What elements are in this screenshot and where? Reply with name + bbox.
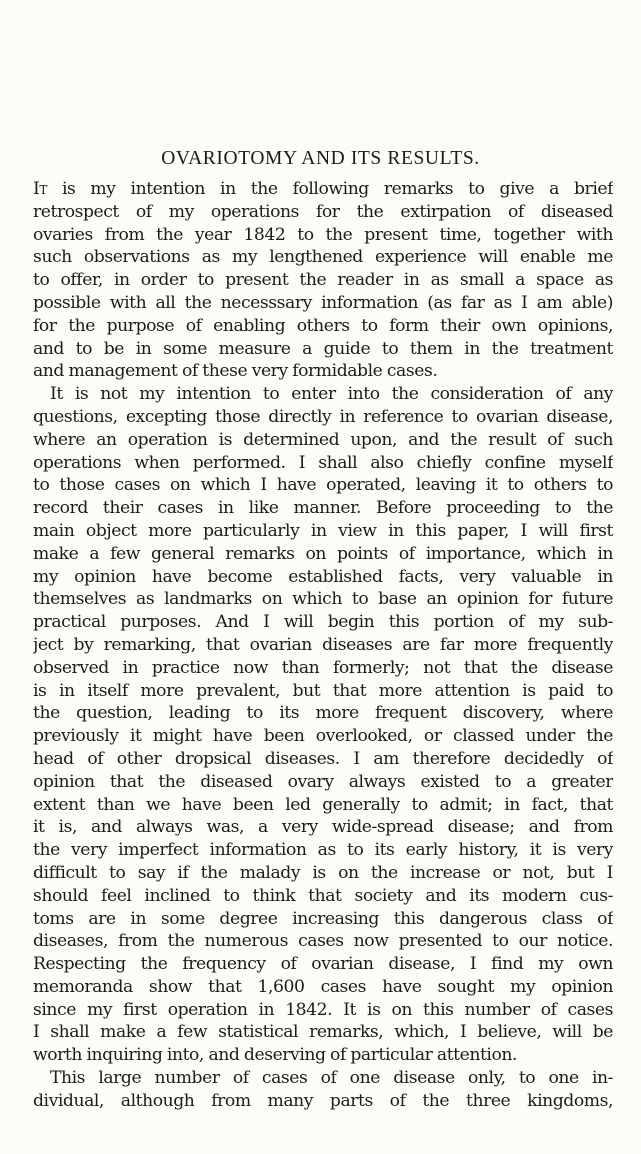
text-line: where an operation is determined upon, and the result of such [33,429,613,450]
text-line: my opinion have become established facts, very valuable in [33,566,613,587]
text-line: the question, leading to its more frequent discovery, where [33,703,613,724]
text-line: dividual, although from many parts of the three kingdoms, [33,1090,613,1111]
text-line: for the purpose of enabling others to form their own opinions, [33,315,613,336]
opening-word: It [33,179,47,199]
text-line: is in itself more prevalent, but that more attention is paid to [33,680,613,701]
text-line: since my first operation in 1842. It is on this number of cases [33,999,613,1020]
running-title: OVARIOTOMY AND ITS RESULTS. [161,148,480,169]
text-line: such observations as my lengthened experience will enable me [33,247,613,268]
text-line: observed in practice now than formerly; not that the disease [33,657,613,678]
text-line: toms are in some degree increasing this dangerous class of [33,908,613,929]
text-line: I shall make a few statistical remarks, which, I believe, will be [33,1022,613,1043]
text-line: opinion that the diseased ovary always existed to a greater [33,771,613,792]
text-line: themselves as landmarks on which to base an opinion for future [33,589,613,610]
text-line: practical purposes. And I will begin this portion of my sub- [33,612,613,633]
text-line: and management of these very formidable cases. [33,361,438,382]
text-line: Respecting the frequency of ovarian disease, I find my own [33,954,613,975]
text-line: should feel inclined to think that society and its modern cus- [33,885,613,906]
text-line: diseases, from the numerous cases now presented to our notice. [33,931,613,952]
text-line: previously it might have been overlooked, or classed under the [33,726,613,747]
text-line: questions, excepting those directly in reference to ovarian disease, [33,406,613,427]
body-text [33,178,613,1113]
text-line: the very imperfect information as to its early history, it is very [33,840,613,861]
text-line: difficult to say if the malady is on the increase or not, but I [33,862,613,883]
text-line: ject by remarking, that ovarian diseases are far more frequently [33,634,613,655]
text-line: It is my intention in the following remarks to give a brief [33,179,613,199]
text-line: operations when performed. I shall also chiefly confine myself [33,452,613,473]
text-line: to offer, in order to present the reader in as small a space as [33,270,613,291]
text-line: make a few general remarks on points of importance, which in [33,543,613,564]
text-line: to those cases on which I have operated, leaving it to others to [33,475,613,496]
text-line: memoranda show that 1,600 cases have sought my opinion [33,976,613,997]
text-line: record their cases in like manner. Before proceeding to the [33,498,613,519]
text-line: and to be in some measure a guide to them in the treatment [33,338,613,359]
text-line: worth inquiring into, and deserving of particular attention. [33,1045,518,1066]
text-line: It is not my intention to enter into the consideration of any [50,384,613,405]
text-line: extent than we have been led generally to admit; in fact, that [33,794,613,815]
text-line: retrospect of my operations for the extirpation of diseased [33,201,613,222]
text-line: ovaries from the year 1842 to the present time, together with [33,224,613,245]
text-line: possible with all the necesssary information (as far as I am able) [33,292,613,313]
text-line: This large number of cases of one disease only, to one in- [50,1068,613,1089]
text-line: head of other dropsical diseases. I am therefore decidedly of [33,748,613,769]
text-line: main object more particularly in view in this paper, I will first [33,520,613,541]
text-line: it is, and always was, a very wide-spread disease; and from [33,817,613,838]
